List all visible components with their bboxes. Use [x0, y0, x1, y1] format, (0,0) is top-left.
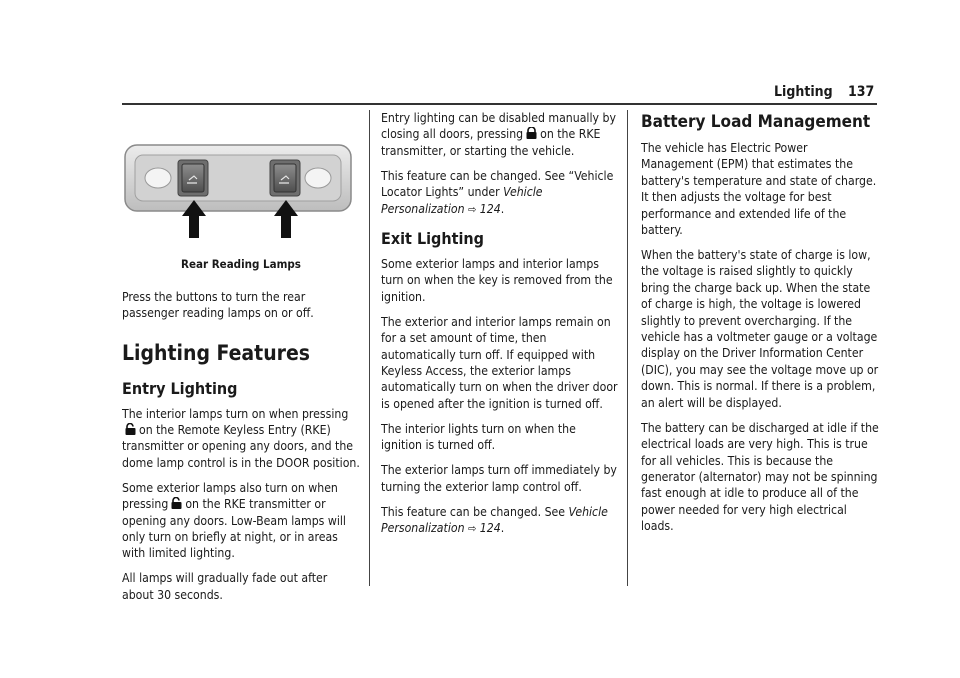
page-ref-number[interactable]: 124 [479, 201, 501, 216]
intro-paragraph: Press the buttons to turn the rear passenger reading lamps on or off. [122, 289, 314, 321]
rke-unlock-icon [125, 423, 136, 435]
heading-lighting-features: Lighting Features [122, 340, 311, 365]
column-3 [641, 110, 879, 543]
battery-paragraph-2: When the battery's state of charge is low, the voltage is raised slightly to quickly bring the charge back up. When the state of charge is high, the voltage is lowered slightly to prevent overcharging. If the vehicle has a voltmeter gauge or a voltage display on the Driver Information Center (DIC), you may see the voltage move up or down. This is normal. If there is a problem, an alert will be displayed. [641, 248, 879, 410]
exit-paragraph-3: The interior lights turn on when the ignition is turned off. [381, 421, 576, 453]
entry-change-paragraph: This feature can be changed. See “Vehicle Locator Lights” under Vehicle Personalization ⇨ 124. [381, 168, 614, 216]
entry-disable-paragraph: Entry lighting can be disabled manually by closing all doors, pressing on the RKE transmitter, or starting the vehicle. [381, 111, 616, 158]
vehicle-personalization-link[interactable]: Vehicle Personalization [381, 504, 608, 536]
exit-paragraph-2: The exterior and interior lamps remain on for a set amount of time, then automatically turn off. If equipped with Keyless Access, the exterior lamps automatically turn on when the driver door is opened after the ignition is turned off. [381, 314, 618, 411]
column-divider-1 [369, 110, 370, 586]
heading-battery-load-management: Battery Load Management [641, 112, 871, 132]
rke-unlock-icon [171, 497, 182, 509]
page-number: 137 [848, 84, 875, 100]
column-2 [381, 110, 619, 546]
battery-paragraph-3: The battery can be discharged at idle if the electrical loads are very high. This is true for all vehicles. This is because the generator (alternator) may not be spinning fast enough at idle to produce all of the power needed for very high electrical loads. [641, 420, 879, 534]
exit-change-paragraph: This feature can be changed. See Vehicle Personalization ⇨ 124. [381, 504, 608, 536]
entry-lighting-paragraph-1: The interior lamps turn on when pressingon the Remote Keyless Entry (RKE) transmitter or opening any doors, and the dome lamp control is in the DOOR position. [122, 406, 360, 470]
running-header-title: Lighting [774, 84, 833, 100]
rear-reading-lamps-figure [123, 142, 353, 242]
figure-caption: Rear Reading Lamps [181, 257, 301, 272]
page-ref-number[interactable]: 124 [479, 521, 501, 536]
exit-paragraph-1: Some exterior lamps and interior lamps turn on when the key is removed from the ignition. [381, 257, 613, 304]
entry-lighting-paragraph-2: Some exterior lamps also turn on when pressing on the RKE transmitter or opening any doors. Low-Beam lamps will only turn on briefly at night, or in areas with limited lighting. [122, 480, 346, 561]
column-1 [122, 142, 360, 612]
rke-lock-icon [526, 127, 537, 139]
header-rule [122, 103, 877, 105]
entry-lighting-paragraph-3: All lamps will gradually fade out after about 30 seconds. [122, 571, 328, 602]
page-ref-arrow-icon: ⇨ [468, 522, 477, 536]
page-ref-arrow-icon: ⇨ [468, 202, 477, 216]
heading-exit-lighting: Exit Lighting [381, 229, 484, 249]
vehicle-personalization-link[interactable]: Vehicle Personalization [381, 185, 543, 216]
battery-paragraph-1: The vehicle has Electric Power Management (EPM) that estimates the battery's temperature and state of charge. It then adjusts the voltage for best performance and extended life of the battery. [641, 141, 877, 238]
heading-entry-lighting: Entry Lighting [122, 378, 238, 398]
column-divider-2 [627, 110, 628, 586]
exit-paragraph-4: The exterior lamps turn off immediately by turning the exterior lamp control off. [381, 463, 617, 494]
